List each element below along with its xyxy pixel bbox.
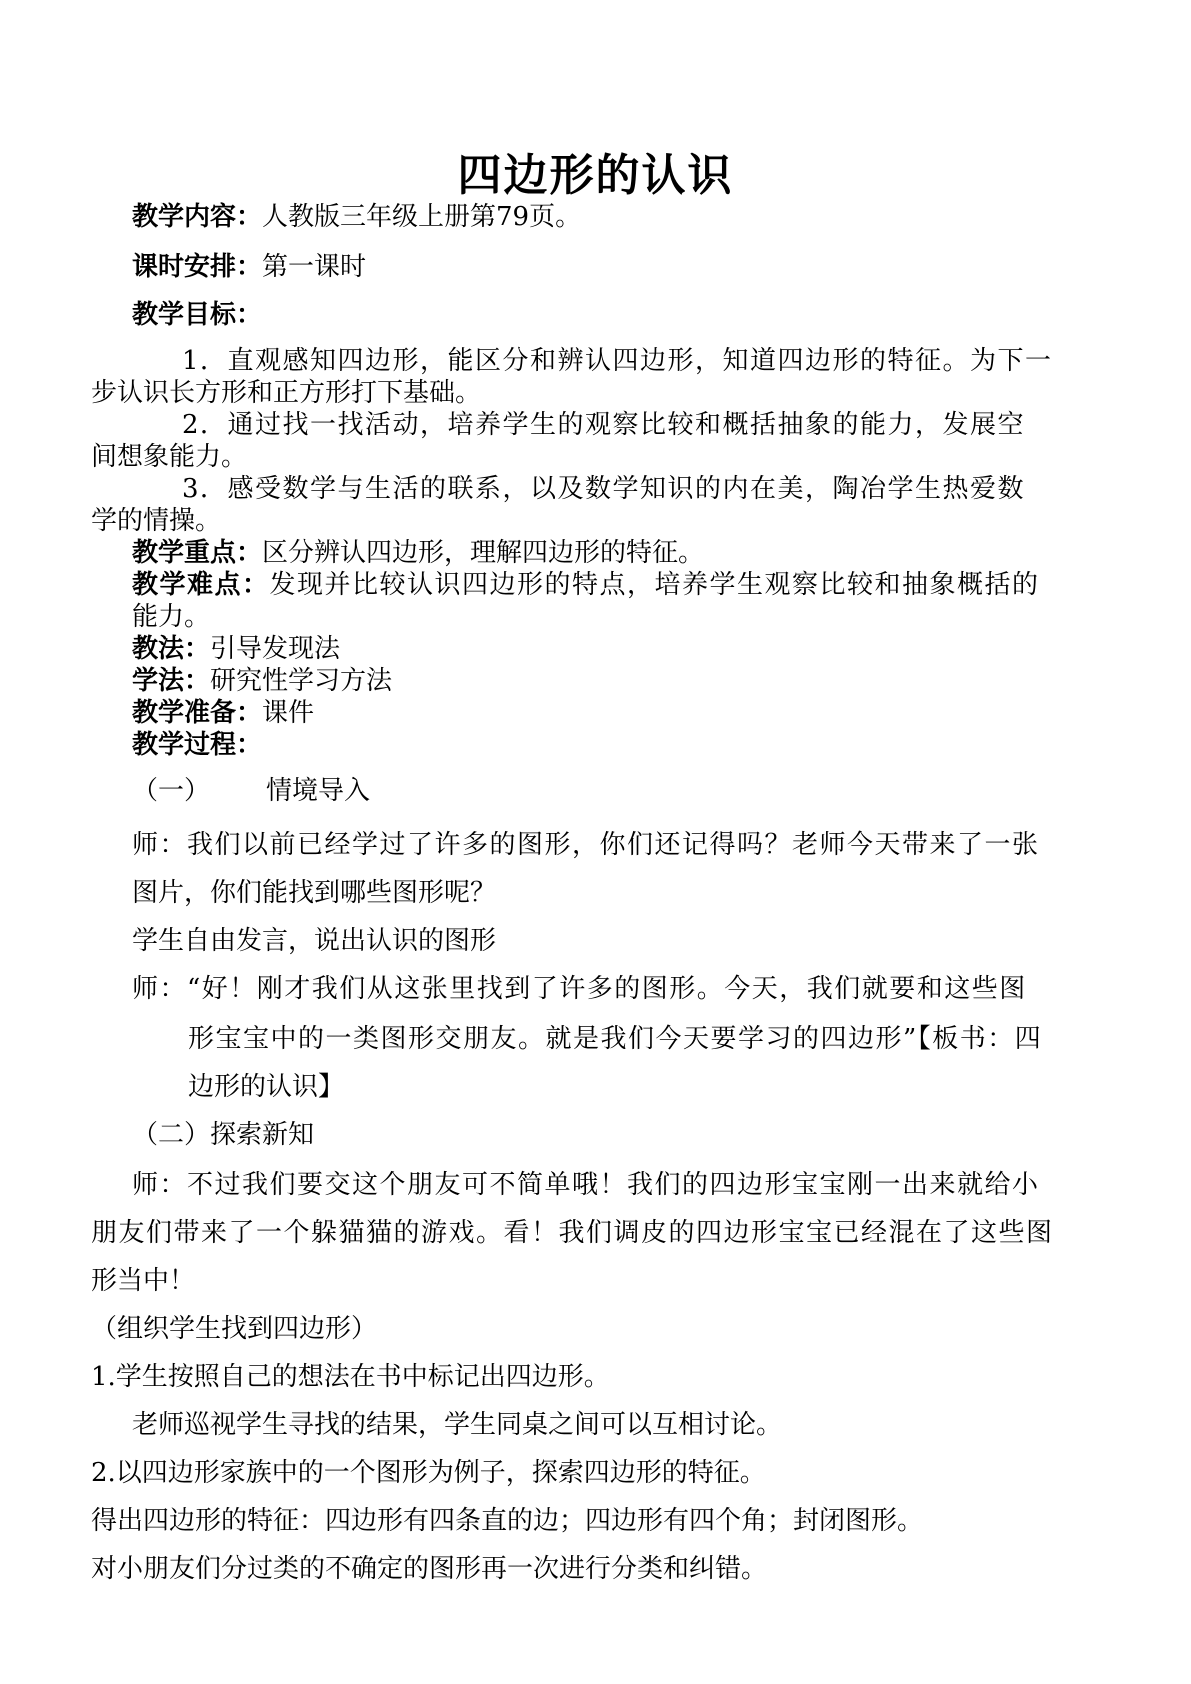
teacher-2-line2: 形宝宝中的一类图形交朋友。就是我们今天要学习的四边形”【板书：四 [188,1024,1043,1054]
method-value: 引导发现法 [210,634,341,664]
teacher-patrol: 老师巡视学生寻找的结果，学生同桌之间可以互相讨论。 [132,1410,783,1440]
objectives-label-text: 教学目标： [132,300,263,330]
teaching-content-label: 教学内容： [132,202,263,232]
learning-line [132,664,392,698]
teaching-content-value: 人教版三年级上册第79页。 [262,202,582,232]
section-1-heading [132,774,370,808]
key-point-value: 区分辨认四边形，理解四边形的特征。 [262,538,705,568]
section-1-title: 情境导入 [266,776,371,806]
process-label-text: 教学过程： [132,730,263,760]
preparation-value: 课件 [262,698,315,728]
section-2-heading: （二）探索新知 [132,1120,315,1150]
teacher-3-line3: 形当中！ [91,1266,196,1296]
teacher-2-line1: 师：“好！刚才我们从这张里找到了许多的图形。今天，我们就要和这些图 [132,974,1027,1004]
learning-value: 研究性学习方法 [210,666,393,696]
step-1: 1.学生按照自己的想法在书中标记出四边形。 [91,1362,610,1392]
section-1-number: （一） [132,776,211,806]
difficulty-label: 教学难点： [132,570,270,600]
organize-note: （组织学生找到四边形） [91,1314,378,1344]
teacher-1-line2: 图片，你们能找到哪些图形呢？ [132,878,497,908]
objective-3-line1: 3．感受数学与生活的联系，以及数学知识的内在美，陶冶学生热爱数 [182,474,1026,504]
process-label [132,728,262,762]
teaching-content-line [132,200,581,234]
difficulty-line2: 能力。 [132,602,211,632]
objective-3-line2: 学的情操。 [91,506,222,536]
learning-label: 学法： [132,666,211,696]
objective-2-line1: 2．通过找一找活动，培养学生的观察比较和概括抽象的能力，发展空 [182,410,1026,440]
schedule-label: 课时安排： [132,252,263,282]
step-2: 2.以四边形家族中的一个图形为例子，探索四边形的特征。 [91,1458,766,1488]
teacher-2-line3: 边形的认识】 [188,1072,345,1102]
page-title: 四边形的认识 [457,150,734,201]
reclassify-line: 对小朋友们分过类的不确定的图形再一次进行分类和纠错。 [91,1554,768,1584]
objective-1-line1: 1．直观感知四边形，能区分和辨认四边形，知道四边形的特征。为下一 [182,346,1053,376]
preparation-line [132,696,314,730]
schedule-line [132,250,366,284]
difficulty-value: 发现并比较认识四边形的特点，培养学生观察比较和抽象概括的 [269,570,1040,600]
teacher-3-line1: 师：不过我们要交这个朋友可不简单哦！我们的四边形宝宝刚一出来就给小 [132,1170,1040,1200]
key-point-label: 教学重点： [132,538,263,568]
teacher-1-line1: 师：我们以前已经学过了许多的图形，你们还记得吗？老师今天带来了一张 [132,830,1040,860]
objective-1-line2: 步认识长方形和正方形打下基础。 [91,378,482,408]
teacher-3-line2: 朋友们带来了一个躲猫猫的游戏。看！我们调皮的四边形宝宝已经混在了这些图 [91,1218,1054,1248]
objective-2-line2: 间想象能力。 [91,442,248,472]
method-label: 教法： [132,634,211,664]
method-line [132,632,340,666]
features-line: 得出四边形的特征：四边形有四条直的边；四边形有四个角；封闭图形。 [91,1506,924,1536]
preparation-label: 教学准备： [132,698,263,728]
schedule-value: 第一课时 [262,252,367,282]
key-point-line [132,536,704,570]
difficulty-line [132,568,1040,602]
student-1: 学生自由发言，说出认识的图形 [132,926,497,956]
objectives-label [132,298,262,332]
